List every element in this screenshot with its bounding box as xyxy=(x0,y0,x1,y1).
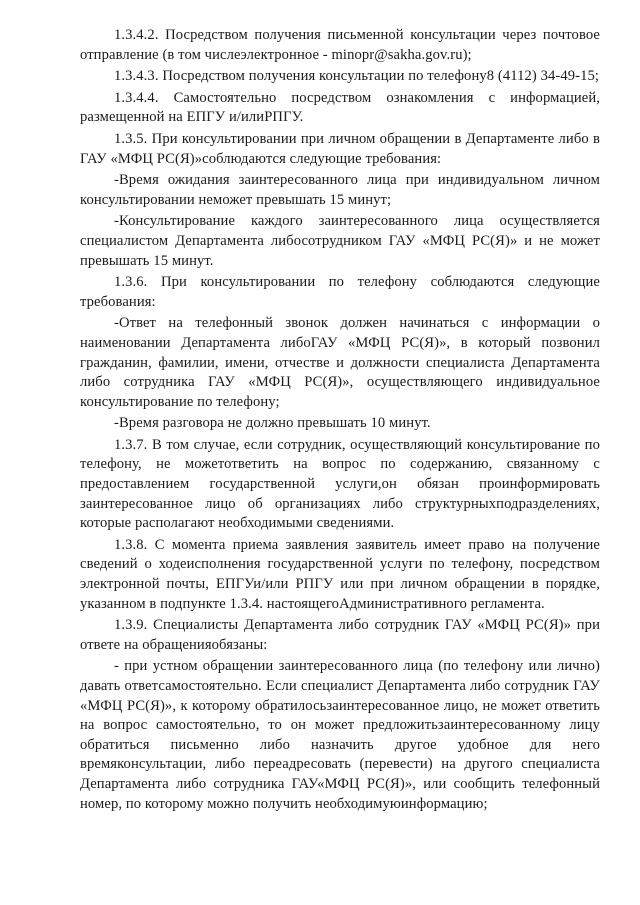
paragraph-oral-appeal: - при устном обращении заинтересованного лица (по телефону или лично) давать ответсамостоятельно. Если специалист Департамента либо сотрудник ГАУ «МФЦ РС(Я)», к которому обратилосьзаинтересованное лицо, не может ответить на вопрос самостоятельно, то он может предложитьзаинтересованному лицу обратиться письменно либо назначить другое удобное для него времяконсультации, либо переадресовать (перевести) на другого специалиста Департамента либо сотрудника ГАУ«МФЦ РС(Я)», или сообщить телефонный номер, по которому можно получить необходимуюинформацию; xyxy=(80,658,600,812)
requirement-call-answer: -Ответ на телефонный звонок должен начинаться с информации о наименовании Департамента либоГАУ «МФЦ РС(Я)», в который позвонил гражданин, фамилии, имени, отчестве и должности специалиста Департамента либо сотрудника ГАУ «МФЦ РС(Я)», осуществляющего индивидуальное консультирование по телефону; xyxy=(80,315,600,410)
paragraph-1-3-5: 1.3.5. При консультировании при личном обращении в Департаменте либо в ГАУ «МФЦ РС(Я)»соблюдаются следующие требования: xyxy=(80,130,600,167)
paragraph-1-3-4-4: 1.3.4.4. Самостоятельно посредством ознакомления с информацией, размещенной на ЕПГУ и/илиРПГУ. xyxy=(80,89,600,126)
paragraph-1-3-7: 1.3.7. В том случае, если сотрудник, осуществляющий консультирование по телефону, не можетответить на вопрос по содержанию, связанному с предоставлением государственной услуги,он обязан проинформировать заинтересованное лицо об организациях либо структурныхподразделениях, которые располагают необходимыми сведениями. xyxy=(80,436,600,532)
paragraph-1-3-9: 1.3.9. Специалисты Департамента либо сотрудник ГАУ «МФЦ РС(Я)» при ответе на обращенияобязаны: xyxy=(80,617,600,653)
requirement-consultation-time: -Консультирование каждого заинтересованного лица осуществляется специалистом Департамента либосотрудником ГАУ «МФЦ РС(Я)» и не может превышать 15 минут. xyxy=(80,213,600,269)
paragraph-1-3-4-3: 1.3.4.3. Посредством получения консультации по телефону8 (4112) 34-49-15; xyxy=(114,68,600,85)
paragraph-1-3-4-2: 1.3.4.2. Посредством получения письменной консультации через почтовое отправление (в том числеэлектронное - minopr@sakha.gov.ru); xyxy=(80,27,600,63)
requirement-waiting-time: -Время ожидания заинтересованного лица при индивидуальном личном консультировании неможет превышать 15 минут; xyxy=(80,172,600,208)
paragraph-1-3-8: 1.3.8. С момента приема заявления заявитель имеет право на получение сведений о ходеисполнения государственной услуги по телефону, посредством электронной почты, ЕПГУи/или РПГУ или при личном обращении в порядке, указанном в подпункте 1.3.4. настоящегоАдминистративного регламента. xyxy=(80,536,600,612)
paragraph-1-3-6: 1.3.6. При консультировании по телефону соблюдаются следующие требования: xyxy=(80,274,600,310)
requirement-call-duration: -Время разговора не должно превышать 10 минут. xyxy=(114,415,431,432)
